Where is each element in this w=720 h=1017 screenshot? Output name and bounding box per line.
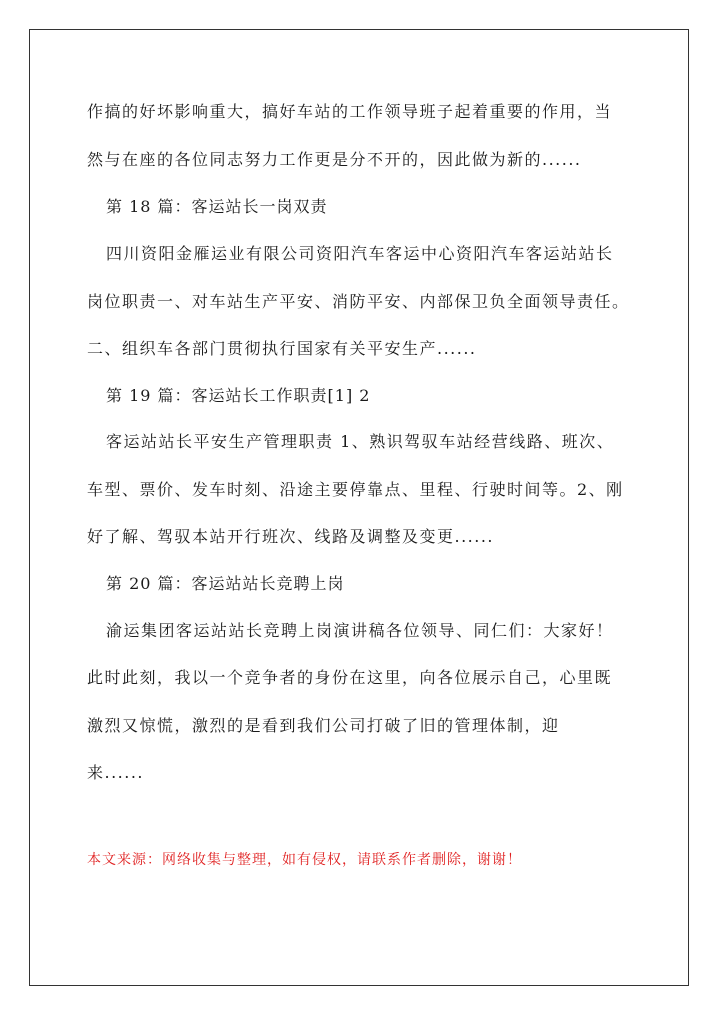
paragraph-line: 车型、票价、发车时刻、沿途主要停靠点、里程、行驶时间等。2、刚 [87,480,624,499]
paragraph-line: 来...... [87,763,145,782]
paragraph-line: 渝运集团客运站站长竞聘上岗演讲稿各位领导、同仁们：大家好！ [106,621,614,640]
section-heading: 第 19 篇：客运站长工作职责[1] 2 [106,386,371,405]
paragraph-line: 四川资阳金雁运业有限公司资阳汽车客运中心资阳汽车客运站站长 [106,244,614,263]
section-heading: 第 20 篇：客运站站长竞聘上岗 [106,574,345,593]
paragraph-line: 激烈又惊慌，激烈的是看到我们公司打破了旧的管理体制，迎 [87,716,560,735]
source-note: 本文来源：网络收集与整理，如有侵权，请联系作者删除，谢谢！ [87,852,522,868]
paragraph-line: 客运站站长平安生产管理职责 1、熟识驾驭车站经营线路、班次、 [106,432,615,451]
paragraph-line: 此时此刻，我以一个竞争者的身份在这里，向各位展示自己，心里既 [87,668,613,687]
paragraph-line: 二、组织车各部门贯彻执行国家有关平安生产...... [87,339,477,358]
page-border [29,29,689,986]
section-heading: 第 18 篇：客运站长一岗双责 [106,197,328,216]
paragraph-line: 岗位职责一、对车站生产平安、消防平安、内部保卫负全面领导责任。 [87,292,630,311]
paragraph-line: 好了解、驾驭本站开行班次、线路及调整及变更...... [87,527,495,546]
paragraph-line: 然与在座的各位同志努力工作更是分不开的，因此做为新的...... [87,150,582,169]
paragraph-line: 作搞的好坏影响重大，搞好车站的工作领导班子起着重要的作用，当 [87,102,613,121]
